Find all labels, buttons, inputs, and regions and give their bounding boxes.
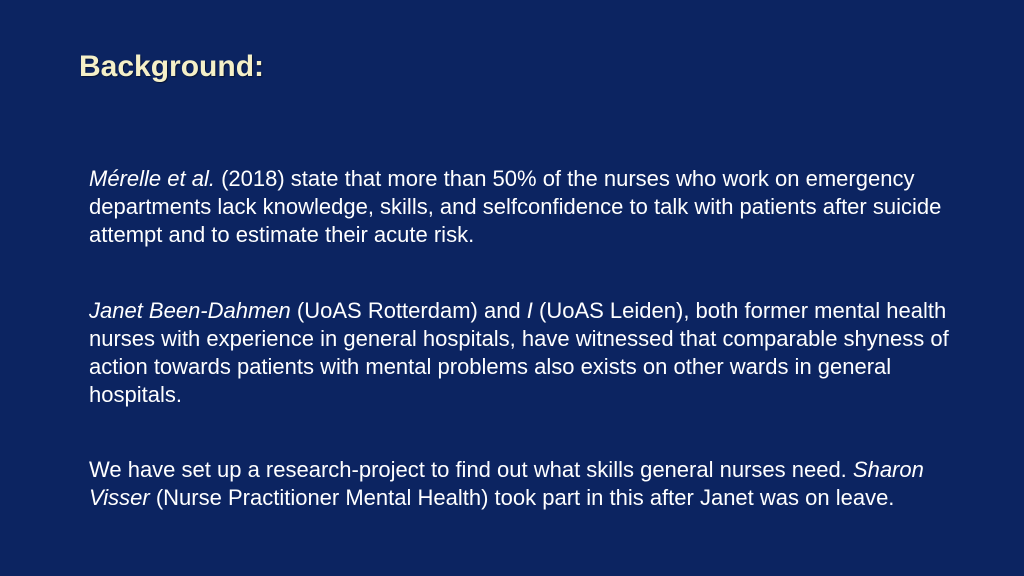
slide-body xyxy=(89,165,949,512)
citation-author: Mérelle et al. xyxy=(89,166,215,191)
slide-title: Background: xyxy=(79,50,265,83)
paragraph-text: (Nurse Practitioner Mental Health) took part in this after Janet was on leave. xyxy=(149,485,895,510)
person-name: I xyxy=(526,298,533,323)
paragraph-text: (UoAS Rotterdam) and xyxy=(290,298,527,323)
paragraph-text: (2018) state that more than 50% of the nurses who work on emergency departments lack knowledge, skills, and selfconfidence to talk with patients after suicide attempt and to estimate their acute risk. xyxy=(89,166,942,247)
paragraph-merelle xyxy=(89,165,949,249)
person-name: Sharon Visser xyxy=(89,457,924,510)
paragraph-janet xyxy=(89,297,949,409)
person-name: Janet Been-Dahmen xyxy=(89,298,291,323)
paragraph-text: (UoAS Leiden), both former mental health nurses with experience in general hospitals, have witnessed that comparable shyness of action towards patients with mental problems also exists on other wards in general hospitals. xyxy=(89,298,949,407)
paragraph-text: We have set up a research-project to find out what skills general nurses need. xyxy=(89,457,853,482)
paragraph-research-project xyxy=(89,456,949,512)
